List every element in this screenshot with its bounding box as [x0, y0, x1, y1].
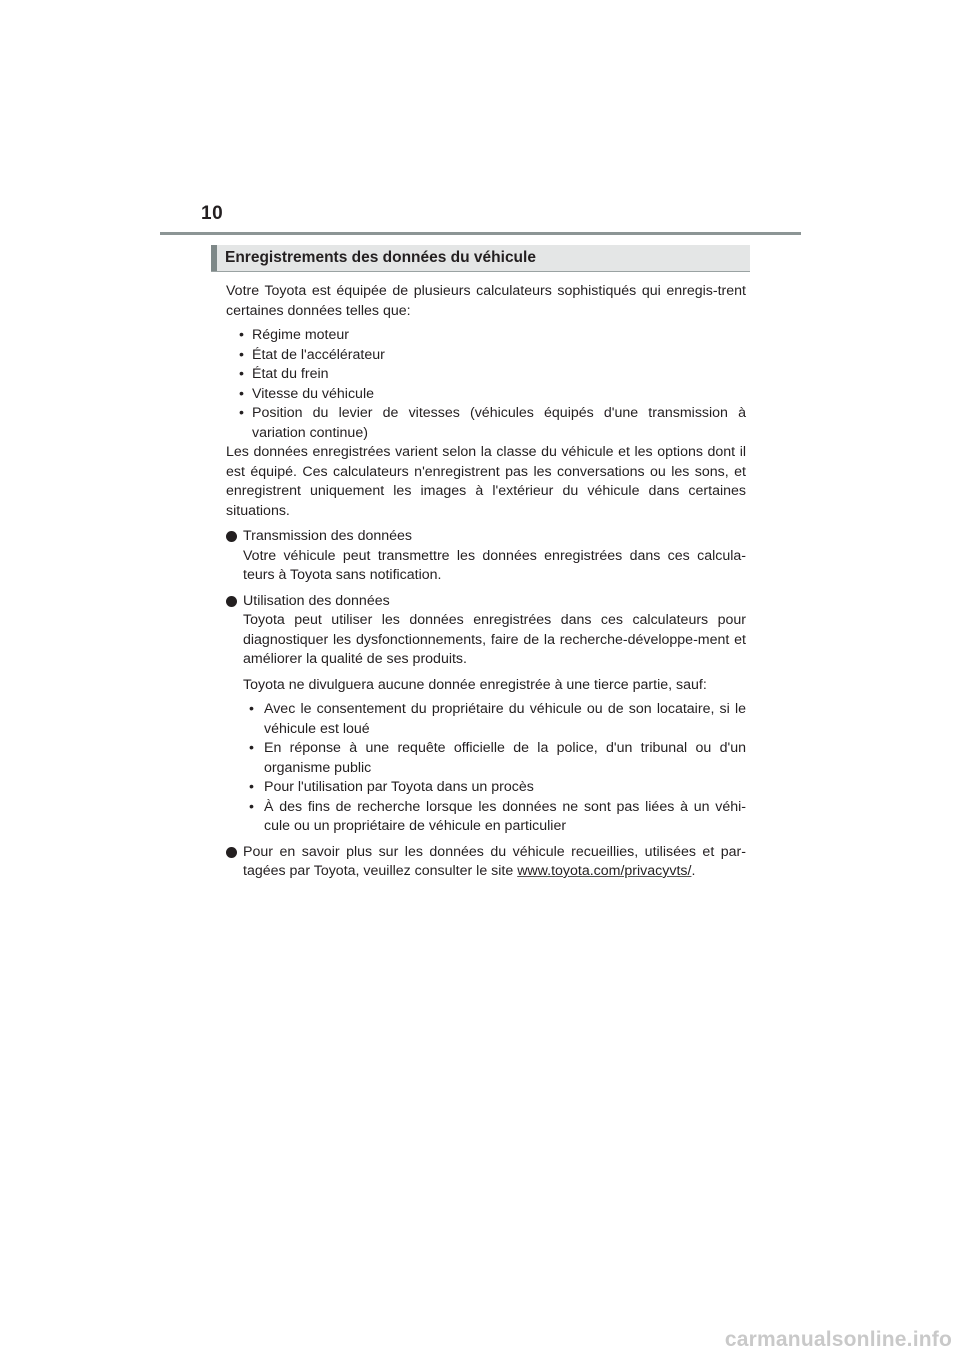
bullet-glyph: • — [239, 327, 244, 343]
transmission-text: Votre véhicule peut transmettre les données enregistrées dans ces calcula-teurs à Toyota sans notification. — [243, 547, 746, 583]
list-item: • Position du levier de vitesses (véhicules équipés d'une transmission à variation continue) — [239, 405, 746, 441]
list-item: • Vitesse du véhicule — [226, 385, 746, 405]
usage-section — [226, 592, 746, 670]
list-item: • À des fins de recherche lorsque les données ne sont pas liées à un véhi-cule ou un propriétaire de véhicule en particulier — [249, 798, 746, 834]
usage-heading: Utilisation des données — [243, 592, 390, 609]
intro-paragraph: Votre Toyota est équipée de plusieurs calculateurs sophistiqués qui enregis-trent certaines données telles que: — [226, 283, 746, 319]
list-item: • État de l'accélérateur — [226, 346, 746, 366]
circle-bullet-icon — [226, 596, 237, 607]
page-content — [226, 282, 746, 882]
section-header — [211, 245, 750, 272]
section-header-bar — [211, 245, 217, 271]
bullet-glyph: • — [239, 405, 244, 421]
more-info-text: Pour en savoir plus sur les données du véhicule recueillies, utilisées et par-tagées par Toyota, veuillez consulter le site www.toyota.com/privacyvts/. — [243, 843, 746, 879]
disclosure-paragraph: Toyota ne divulguera aucune donnée enregistrée à une tierce partie, sauf: — [243, 676, 707, 693]
data-paragraph: Les données enregistrées varient selon la classe du véhicule et les options dont il est équipé. Ces calculateurs n'enregistrent pas les conversations ou les sons, et enregistrent uniquement les images à l'extérieur du véhicule dans certaines situations. — [226, 444, 746, 519]
circle-bullet-icon — [226, 531, 237, 542]
recorded-items-list — [226, 326, 746, 443]
bullet-glyph: • — [239, 385, 244, 402]
watermark: carmanualsonline.info — [724, 1328, 952, 1351]
list-item: • Régime moteur — [226, 326, 746, 346]
circle-bullet-icon — [226, 847, 237, 858]
list-item: • Avec le consentement du propriétaire du véhicule ou de son locataire, si le véhicule est loué — [249, 701, 746, 737]
more-info-section — [226, 843, 746, 882]
bullet-glyph: • — [249, 701, 254, 717]
list-item: • En réponse à une requête officielle de la police, d'un tribunal ou d'un organisme public — [249, 740, 746, 776]
transmission-heading: Transmission des données — [243, 528, 413, 544]
exceptions-list — [226, 700, 746, 837]
privacy-link[interactable]: www.toyota.com/privacyvts/ — [517, 863, 692, 879]
bullet-glyph: • — [249, 798, 254, 815]
transmission-section — [226, 527, 746, 586]
list-item: • Pour l'utilisation par Toyota dans un procès — [243, 778, 746, 798]
bullet-glyph: • — [249, 740, 254, 756]
top-rule — [160, 232, 801, 235]
bullet-glyph: • — [239, 366, 244, 382]
list-item: • État du frein — [226, 365, 746, 385]
usage-text: Toyota peut utiliser les données enregistrées dans ces calculateurs pour diagnostiquer les dysfonctionnements, faire de la recherche-développe-ment et améliorer la qualité de ses produits. — [243, 612, 746, 667]
bullet-glyph: • — [249, 779, 254, 795]
bullet-glyph: • — [239, 346, 244, 363]
section-title: Enregistrements des données du véhicule — [225, 249, 536, 266]
page-number: 10 — [201, 203, 224, 224]
